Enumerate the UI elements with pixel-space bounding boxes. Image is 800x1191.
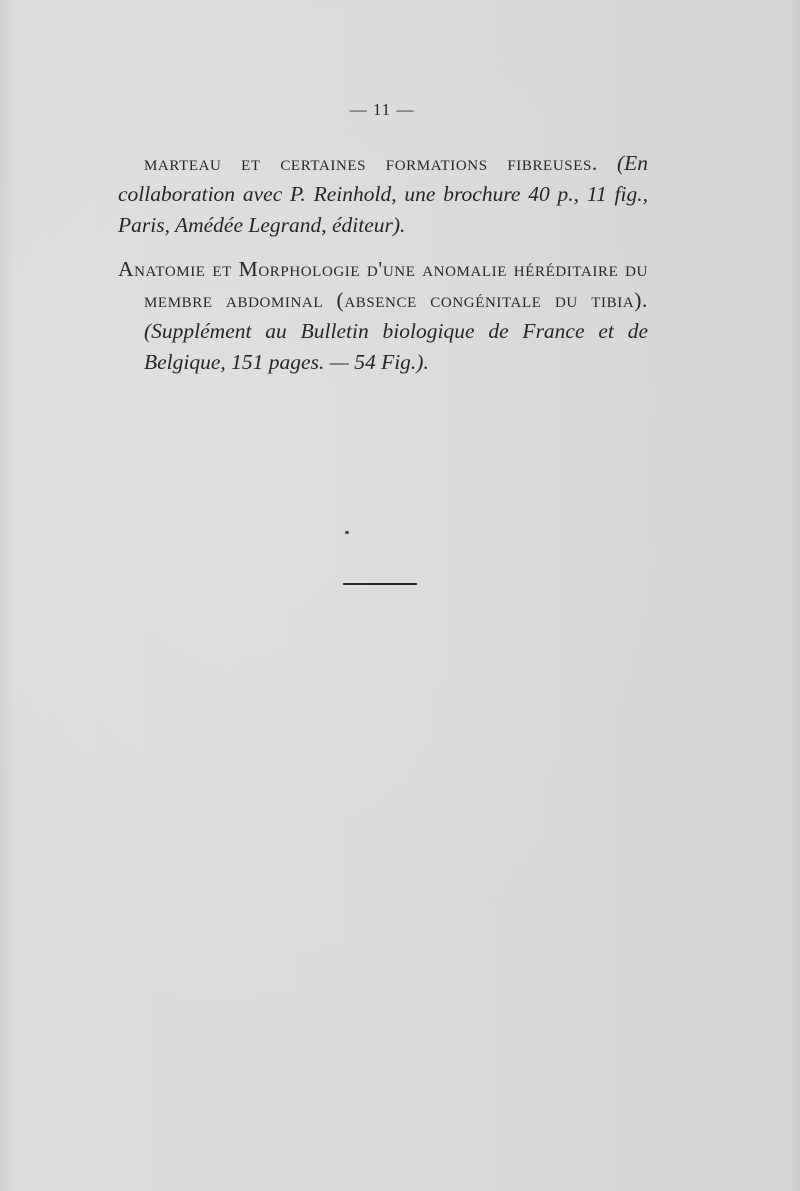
entry-title: Anatomie et Morphologie d'une anomalie héréditaire du membre abdominal (absence congénitale du tibia).	[118, 257, 648, 312]
entry-details: (En collaboration avec P. Reinhold, une brochure 40 p., 11 fig., Paris, Amédée Legrand, éditeur).	[118, 151, 649, 237]
entry-title: marteau et certaines formations fibreuses.	[144, 151, 598, 175]
bibliography-entry	[118, 254, 648, 378]
entry-details: (Supplément au Bulletin biologique de France et de Belgique, 151 pages. — 54 Fig.).	[144, 319, 648, 374]
entry-text	[118, 148, 648, 241]
page-number: — 11 —	[349, 100, 415, 119]
ink-speck	[345, 531, 349, 534]
entry-text	[118, 254, 648, 378]
end-rule	[343, 583, 417, 585]
bibliography-entry	[118, 148, 648, 241]
